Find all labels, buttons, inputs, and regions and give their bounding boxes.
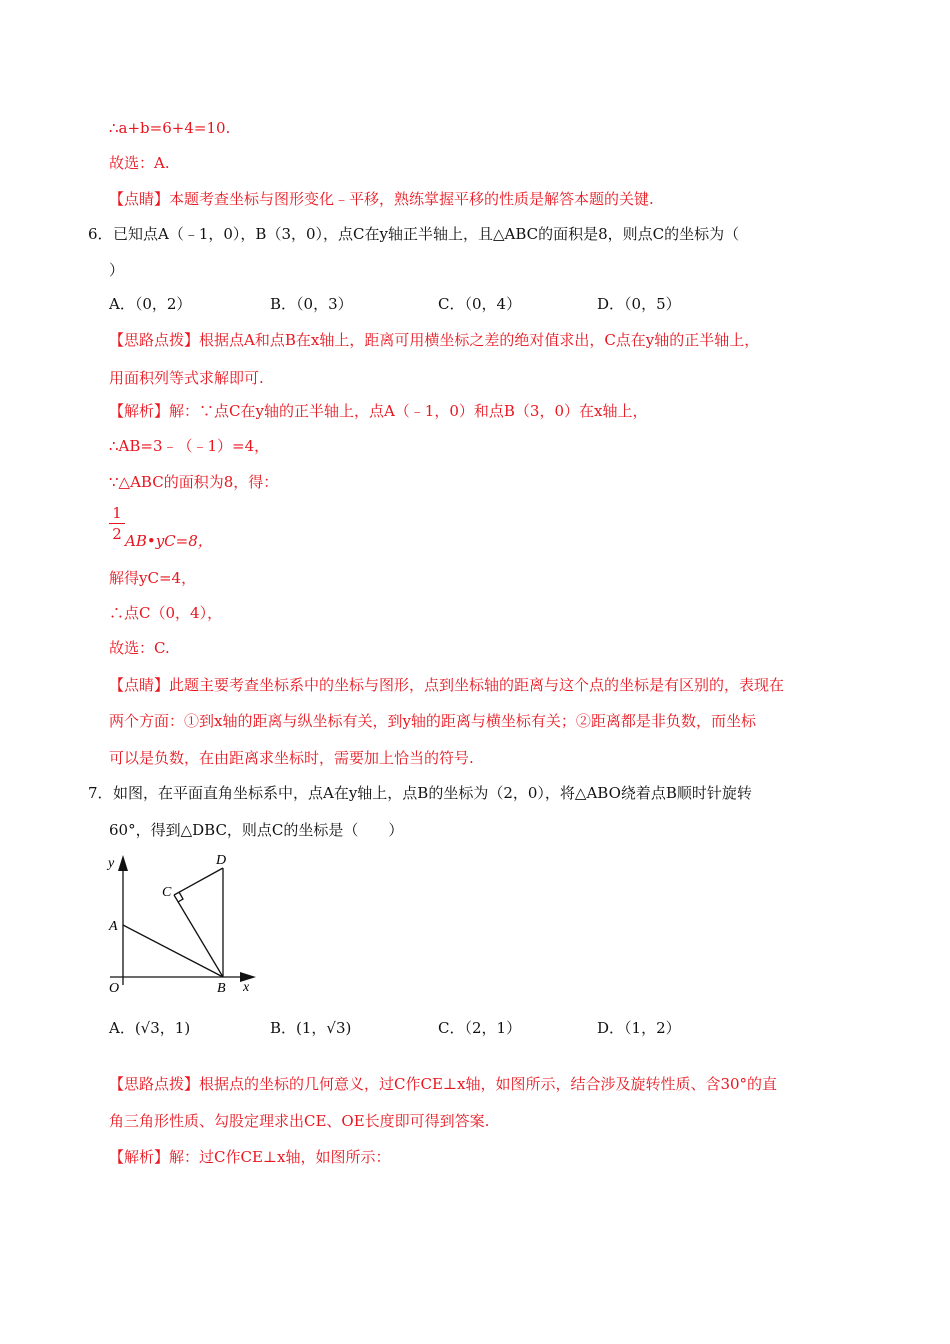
question-stem: 如图，在平面直角坐标系中，点A在y轴上，点B的坐标为（2，0），将△ABO绕着点B顺时针旋转	[113, 784, 752, 802]
hint: 【思路点拨】根据点A和点B在x轴上，距离可用横坐标之差的绝对值求出，C点在y轴的正半轴上，	[109, 331, 760, 349]
option-b: B．(1，√3)	[270, 1019, 352, 1037]
solution-line: ∵△ABC的面积为8，得：	[109, 473, 279, 491]
fraction-denominator: 2	[112, 525, 122, 543]
label-c: C	[162, 885, 172, 900]
option-a: A．（0，2）	[109, 295, 192, 313]
comment: 【点睛】此题主要考查坐标系中的坐标与图形，点到坐标轴的距离与这个点的坐标是有区别的，表现在	[109, 676, 785, 694]
answer-choice: 故选：A.	[109, 154, 170, 172]
question-stem: ）	[109, 261, 125, 279]
hint: 用面积列等式求解即可.	[109, 369, 264, 387]
comment: 两个方面：①到x轴的距离与纵坐标有关，到y轴的距离与横坐标有关；②距离都是非负数，而坐标	[109, 712, 756, 730]
option-d: D．（1，2）	[597, 1019, 681, 1037]
solution-line: 【解析】解：∵点C在y轴的正半轴上，点A（﹣1，0）和点B（3，0）在x轴上，	[109, 402, 648, 420]
question-number: 7．	[88, 784, 113, 802]
comment: 可以是负数，在由距离求坐标时，需要加上恰当的符号.	[109, 749, 474, 767]
solution-line: 解得yC=4，	[109, 569, 197, 587]
answer-choice: 故选：C.	[109, 639, 170, 657]
right-angle-mark	[178, 892, 183, 902]
option-c: C．（0，4）	[438, 295, 522, 313]
label-x: x	[243, 980, 250, 995]
hint: 角三角形性质、勾股定理求出CE、OE长度即可得到答案.	[109, 1112, 490, 1130]
answer-line: ∴a+b=6+4=10.	[109, 119, 231, 137]
label-b: B	[217, 981, 226, 996]
comment: 【点睛】本题考查坐标与图形变化﹣平移，熟练掌握平移的性质是解答本题的关键.	[109, 190, 654, 208]
label-a: A	[109, 919, 118, 934]
solution-line: ∴AB=3﹣（﹣1）=4，	[109, 437, 270, 455]
label-y: y	[108, 856, 115, 871]
segment-cd	[174, 868, 223, 895]
option-c: C．（2，1）	[438, 1019, 522, 1037]
question-stem: 已知点A（﹣1，0），B（3，0），点C在y轴正半轴上，且△ABC的面积是8，则点C的坐标为（	[113, 225, 740, 243]
fraction-one-half	[109, 504, 125, 543]
option-d: D．（0，5）	[597, 295, 681, 313]
solution-line: 【解析】解：过C作CE⊥x轴，如图所示：	[109, 1148, 391, 1166]
label-o: O	[109, 981, 120, 996]
solution-line: AB•yC=8，	[125, 532, 213, 550]
y-arrow-icon	[118, 855, 128, 871]
label-d: D	[216, 853, 227, 868]
option-b: B．（0，3）	[270, 295, 353, 313]
fraction-bar	[109, 523, 125, 524]
question-number: 6．	[88, 225, 113, 243]
fraction-numerator: 1	[112, 504, 122, 522]
hint: 【思路点拨】根据点的坐标的几何意义，过C作CE⊥x轴，如图所示，结合涉及旋转性质、含30°的直	[109, 1075, 778, 1093]
question-stem: 60°，得到△DBC，则点C的坐标是（ ）	[109, 821, 404, 839]
solution-line: ∴点C（0，4），	[109, 604, 223, 622]
option-a: A．(√3，1)	[109, 1019, 191, 1037]
coordinate-figure	[100, 845, 270, 1000]
